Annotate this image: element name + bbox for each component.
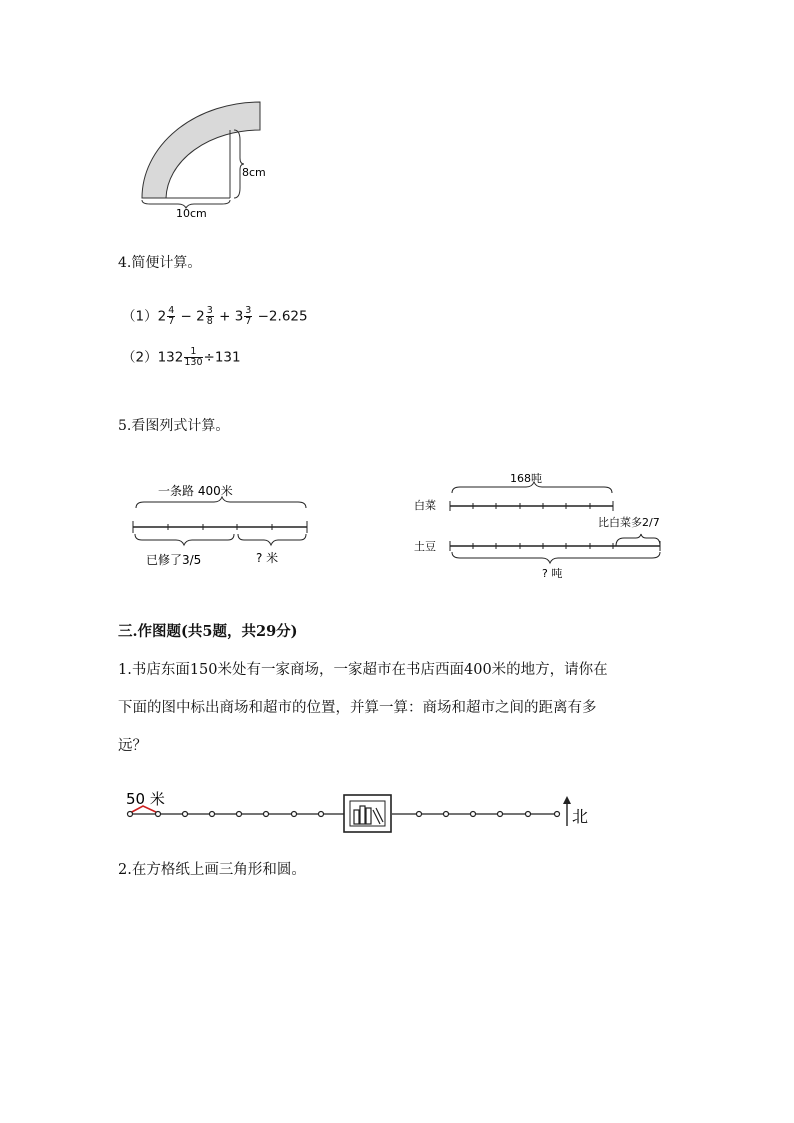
unknown-tons-label: ? 吨 [542, 567, 563, 580]
whole-number: 3 [234, 308, 244, 325]
whole-number: 2 [157, 308, 167, 325]
q1-line: 远？ [118, 738, 147, 754]
q1-line: 下面的图中标出商场和超市的位置，并算一算：商场和超市之间的距离有多 [118, 700, 597, 716]
q4-item2 [122, 347, 241, 368]
width-label: 10cm [176, 207, 207, 220]
section3-heading: 三.作图题(共5题，共29分) [118, 623, 298, 640]
vegetable-diagram [410, 468, 670, 583]
north-arrow-icon [563, 796, 571, 826]
cabbage-total-label: 168吨 [510, 472, 542, 485]
q4-title: 4.简便计算。 [118, 255, 202, 271]
q1-line: 1.书店东面150米处有一家商场，一家超市在书店西面400米的地方，请你在 [118, 662, 608, 678]
road-total-label: 一条路 400米 [158, 484, 233, 498]
q4-item1 [122, 306, 308, 327]
scale-label: 50 米 [126, 790, 165, 808]
comparison-note: 比白菜多2/7 [598, 516, 660, 529]
road-diagram [128, 478, 313, 573]
q1-text [118, 651, 608, 765]
item-index: （2） [122, 349, 158, 366]
expression-tail: −2.625 [257, 308, 308, 325]
quarter-ring-figure [130, 100, 290, 225]
whole-number: 2 [196, 308, 205, 325]
unknown-meters-label: ? 米 [256, 551, 279, 565]
repaired-label: 已修了3/5 [146, 553, 202, 567]
operator: + [219, 308, 231, 325]
fraction: $\frac{3}{7}$ [245, 305, 252, 327]
north-label: 北 [572, 807, 589, 826]
fraction: $\frac{1}{130}$ [184, 346, 203, 368]
potato-label: 土豆 [414, 540, 436, 553]
fraction: $\frac{4}{7}$ [168, 305, 175, 327]
item-index: （1） [122, 308, 158, 325]
operator: − [180, 308, 192, 325]
height-label: 8cm [242, 166, 266, 179]
q2-text: 2.在方格纸上画三角形和圆。 [118, 862, 306, 878]
map-number-line [122, 786, 602, 841]
cabbage-label: 白菜 [414, 499, 436, 512]
fraction: $\frac{3}{8}$ [206, 305, 213, 327]
bookstore-icon [344, 795, 391, 832]
whole-number: 132 [157, 349, 184, 366]
q5-title: 5.看图列式计算。 [118, 418, 230, 434]
expression-tail: ÷131 [203, 349, 241, 366]
